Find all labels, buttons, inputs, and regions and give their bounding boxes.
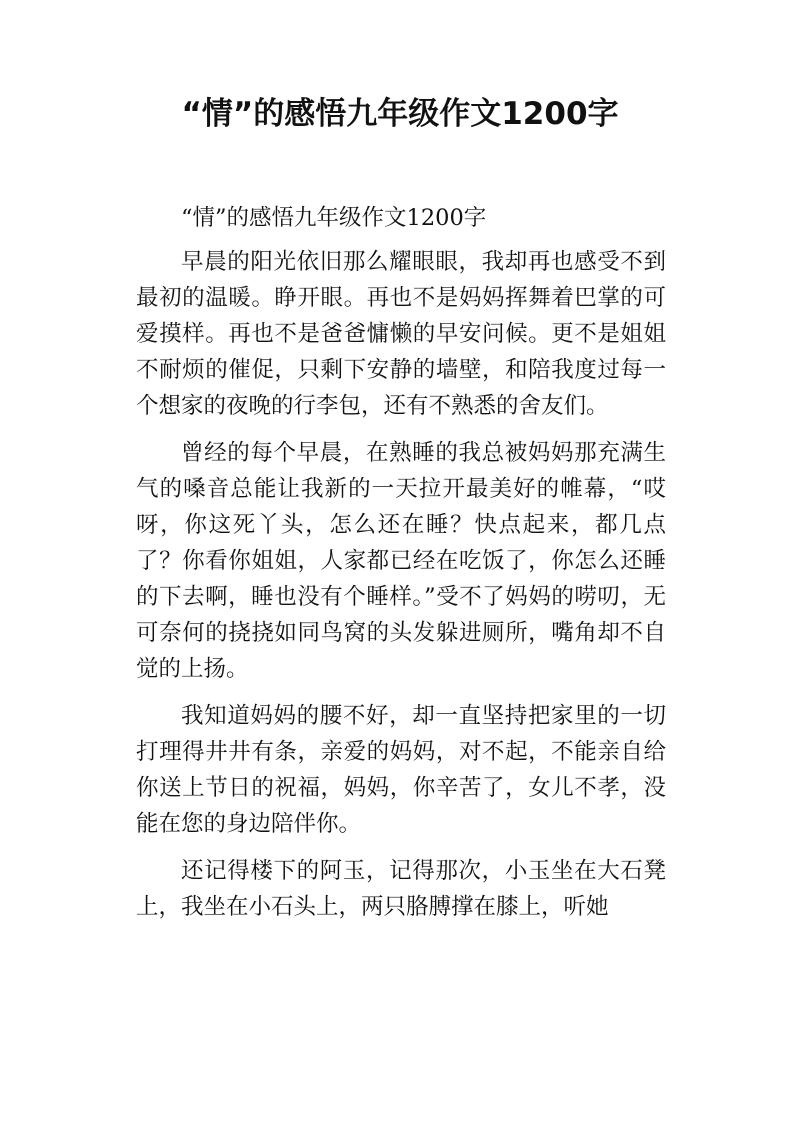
paragraph-3: 我知道妈妈的腰不好，却一直坚持把家里的一切打理得井井有条，亲爱的妈妈，对不起，不能亲自给你送上节日的祝福，妈妈，你辛苦了，女儿不孝，没能在您的身边陪伴你。 [136, 703, 666, 837]
paragraph-1: 早晨的阳光依旧那么耀眼眼，我却再也感受不到最初的温暖。睁开眼。再也不是妈妈挥舞着巴掌的可爱摸样。再也不是爸爸慵懒的早安问候。更不是姐姐不耐烦的催促，只剩下安静的墙壁，和陪我度过每一个想家的夜晚的行李包，还有不熟悉的舍友们。 [136, 249, 666, 419]
paragraph-4: 还记得楼下的阿玉，记得那次，小玉坐在大石凳上，我坐在小石头上，两只胳膊撑在膝上，听她 [136, 858, 666, 920]
paragraph-2: 曾经的每个早晨，在熟睡的我总被妈妈那充满生气的嗓音总能让我新的一天拉开最美好的帷幕，“哎呀，你这死丫头，怎么还在睡？快点起来，都几点了？你看你姐姐，人家都已经在吃饭了，你怎么还睡的下去啊，睡也没有个睡样。”受不了妈妈的唠叨，无可奈何的挠挠如同鸟窝的头发躲进厕所，嘴角却不自觉的上扬。 [136, 440, 666, 682]
document-subtitle: “情”的感悟九年级作文1200字 [181, 205, 487, 231]
document-body [136, 200, 666, 936]
document-title: “情”的感悟九年级作文1200字 [181, 96, 619, 132]
